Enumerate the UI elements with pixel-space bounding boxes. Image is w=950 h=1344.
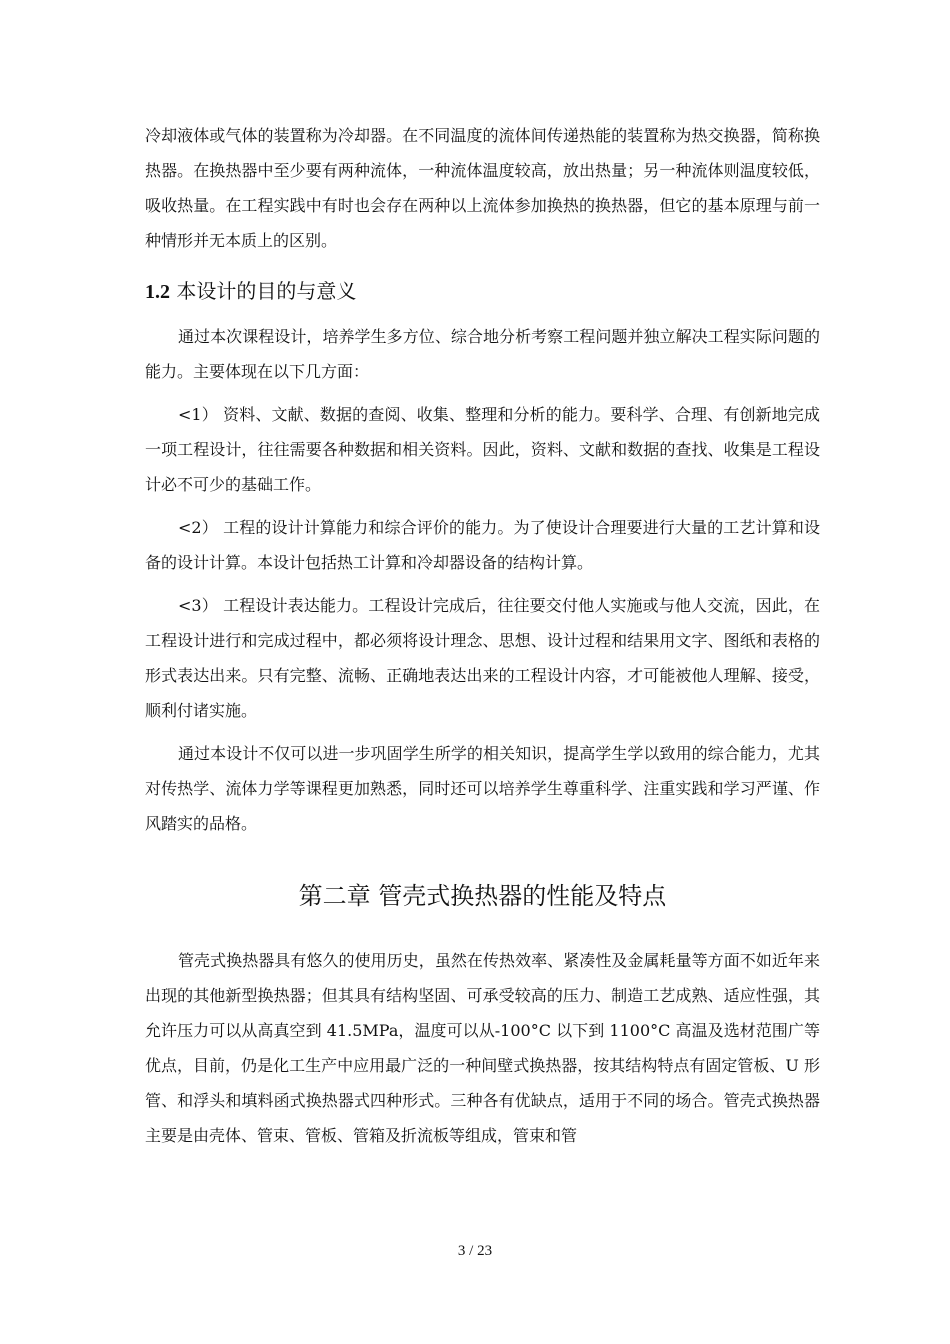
- section-heading-1-2: [145, 276, 820, 307]
- paragraph-design-intro: 通过本次课程设计，培养学生多方位、综合地分析考察工程问题并独立解决工程实际问题的能力。主要体现在以下几方面：: [145, 327, 820, 381]
- list-item-ability-3: <3） 工程设计表达能力。工程设计完成后，往往要交付他人实施或与他人交流，因此，在工程设计进行和完成过程中，都必须将设计理念、思想、设计过程和结果用文字、图纸和表格的形式表达出来。只有完整、流畅、正确地表达出来的工程设计内容，才可能被他人理解、接受，顺利付诸实施。: [145, 596, 820, 720]
- paragraph-shell-tube-intro: 管壳式换热器具有悠久的使用历史，虽然在传热效率、紧凑性及金属耗量等方面不如近年来出现的其他新型换热器；但其具有结构坚固、可承受较高的压力、制造工艺成熟、适应性强，其允许压力可以从高真空到 41.5MPa，温度可以从-100°C 以下到 1100°C 高温及选材范围广等优点，目前，仍是化工生产中应用最广泛的一种间壁式换热器，按其结构特点有固定管板、U 形管、和浮头和填料函式换热器式四种形式。三种各有优缺点，适用于不同的场合。管壳式换热器主要是由壳体、管束、管板、管箱及折流板等组成，管束和管: [145, 951, 820, 1145]
- chapter-heading-2: 第二章 管壳式换热器的性能及特点: [298, 882, 667, 910]
- page-content: [145, 118, 820, 1153]
- page-number: 3 / 23: [457, 1243, 493, 1259]
- paragraph-design-conclusion: 通过本设计不仅可以进一步巩固学生所学的相关知识，提高学生学以致用的综合能力，尤其对传热学、流体力学等课程更加熟悉，同时还可以培养学生尊重科学、注重实践和学习严谨、作风踏实的品格。: [145, 744, 820, 833]
- list-item-ability-1: <1） 资料、文献、数据的查阅、收集、整理和分析的能力。要科学、合理、有创新地完成一项工程设计，往往需要各种数据和相关资料。因此，资料、文献和数据的查找、收集是工程设计必不可少的基础工作。: [145, 405, 820, 494]
- list-item-ability-2: <2） 工程的设计计算能力和综合评价的能力。为了使设计合理要进行大量的工艺计算和设备的设计计算。本设计包括热工计算和冷却器设备的结构计算。: [145, 518, 820, 572]
- section-number: 1.2: [145, 281, 170, 303]
- paragraph-heat-exchanger-definition: 冷却液体或气体的装置称为冷却器。在不同温度的流体间传递热能的装置称为热交换器，简称换热器。在换热器中至少要有两种流体，一种流体温度较高，放出热量；另一种流体则温度较低，吸收热量。在工程实践中有时也会存在两种以上流体参加换热的换热器，但它的基本原理与前一种情形并无本质上的区别。: [145, 126, 820, 250]
- section-title: 本设计的目的与意义: [176, 279, 357, 303]
